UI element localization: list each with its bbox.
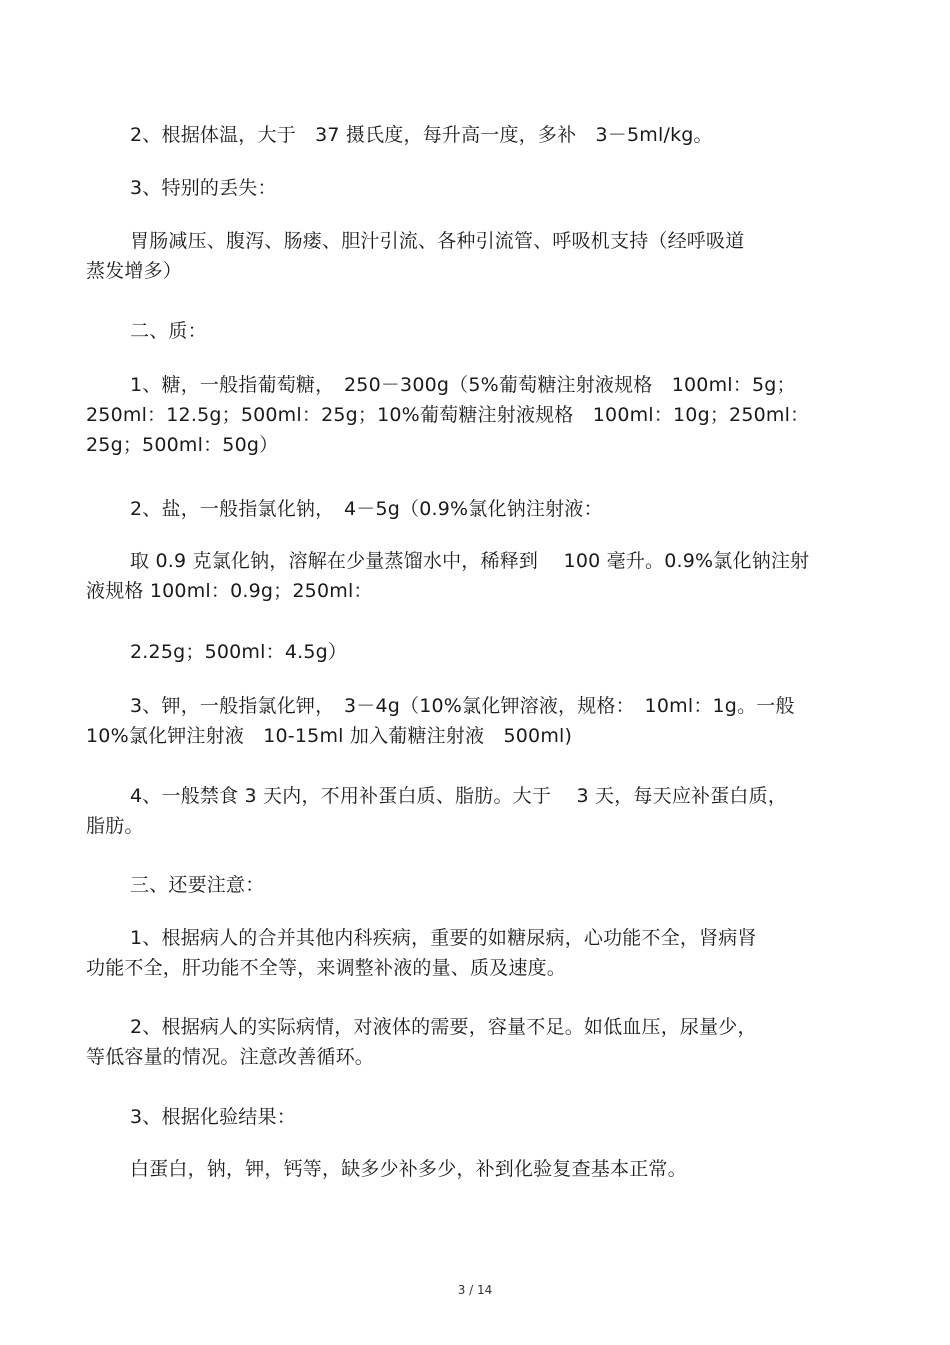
- text-line: 25g；500ml：50g）: [86, 434, 279, 456]
- text-line: 3、钾，一般指氯化钾， 3－4g（10%氯化钾溶液，规格： 10ml：1g。一般: [130, 695, 795, 717]
- text-line: 等低容量的情况。注意改善循环。: [86, 1046, 375, 1068]
- text-line: 白蛋白，钠，钾，钙等，缺多少补多少，补到化验复查基本正常。: [130, 1158, 687, 1180]
- paragraph-special-loss-heading: [86, 173, 910, 203]
- text-line: 1、糖，一般指葡萄糖， 250－300g（5%葡萄糖注射液规格 100ml：5g；: [130, 374, 796, 396]
- text-line: 二、质：: [130, 320, 207, 342]
- text-line: 1、根据病人的合并其他内科疾病，重要的如糖尿病，心功能不全，肾病肾: [130, 927, 757, 949]
- paragraph-special-loss-detail: [86, 226, 866, 286]
- text-line: 2.25g；500ml：4.5g）: [130, 641, 348, 663]
- text-line: 3、特别的丢失：: [130, 177, 277, 199]
- paragraph-comorbidity: [86, 923, 866, 983]
- paragraph-lab-results-detail: [86, 1154, 910, 1184]
- text-line: 液规格 100ml：0.9g；250ml：: [86, 580, 373, 602]
- paragraph-salt: [86, 494, 910, 524]
- text-line: 2、根据体温，大于 37 摄氏度，每升高一度，多补 3－5ml/kg。: [130, 124, 713, 146]
- text-line: 3、根据化验结果：: [130, 1106, 296, 1128]
- text-line: 4、一般禁食 3 天内，不用补蛋白质、脂肪。大于 3 天，每天应补蛋白质，: [130, 785, 788, 807]
- paragraph-temperature: [86, 120, 910, 150]
- text-line: 功能不全，肝功能不全等，来调整补液的量、质及速度。: [86, 957, 567, 979]
- section-heading-quality: [86, 316, 910, 346]
- text-line: 蒸发增多）: [86, 260, 183, 282]
- text-line: 胃肠减压、腹泻、肠瘘、胆汁引流、各种引流管、呼吸机支持（经呼吸道: [130, 230, 745, 252]
- text-line: 2、根据病人的实际病情，对液体的需要，容量不足。如低血压，尿量少，: [130, 1016, 757, 1038]
- paragraph-lab-results-heading: [86, 1102, 910, 1132]
- paragraph-sugar: [86, 370, 866, 460]
- page-number: 3 / 14: [457, 1283, 493, 1297]
- paragraph-fasting: [86, 781, 866, 841]
- text-line: 10%氯化钾注射液 10-15ml 加入葡糖注射液 500ml): [86, 725, 573, 747]
- paragraph-sodium-chloride: [86, 546, 866, 606]
- text-line: 250ml：12.5g；500ml：25g；10%葡萄糖注射液规格 100ml：10g；250ml：: [86, 404, 810, 426]
- paragraph-actual-condition: [86, 1012, 866, 1072]
- text-line: 三、还要注意：: [130, 874, 265, 896]
- text-line: 2、盐，一般指氯化钠， 4－5g（0.9%氯化钠注射液：: [130, 498, 603, 520]
- text-line: 取 0.9 克氯化钠，溶解在少量蒸馏水中，稀释到 100 毫升。0.9%氯化钠注射: [130, 550, 810, 572]
- section-heading-notes: [86, 870, 910, 900]
- paragraph-sodium-chloride-spec: [86, 637, 910, 667]
- paragraph-potassium: [86, 691, 866, 751]
- text-line: 脂肪。: [86, 815, 144, 837]
